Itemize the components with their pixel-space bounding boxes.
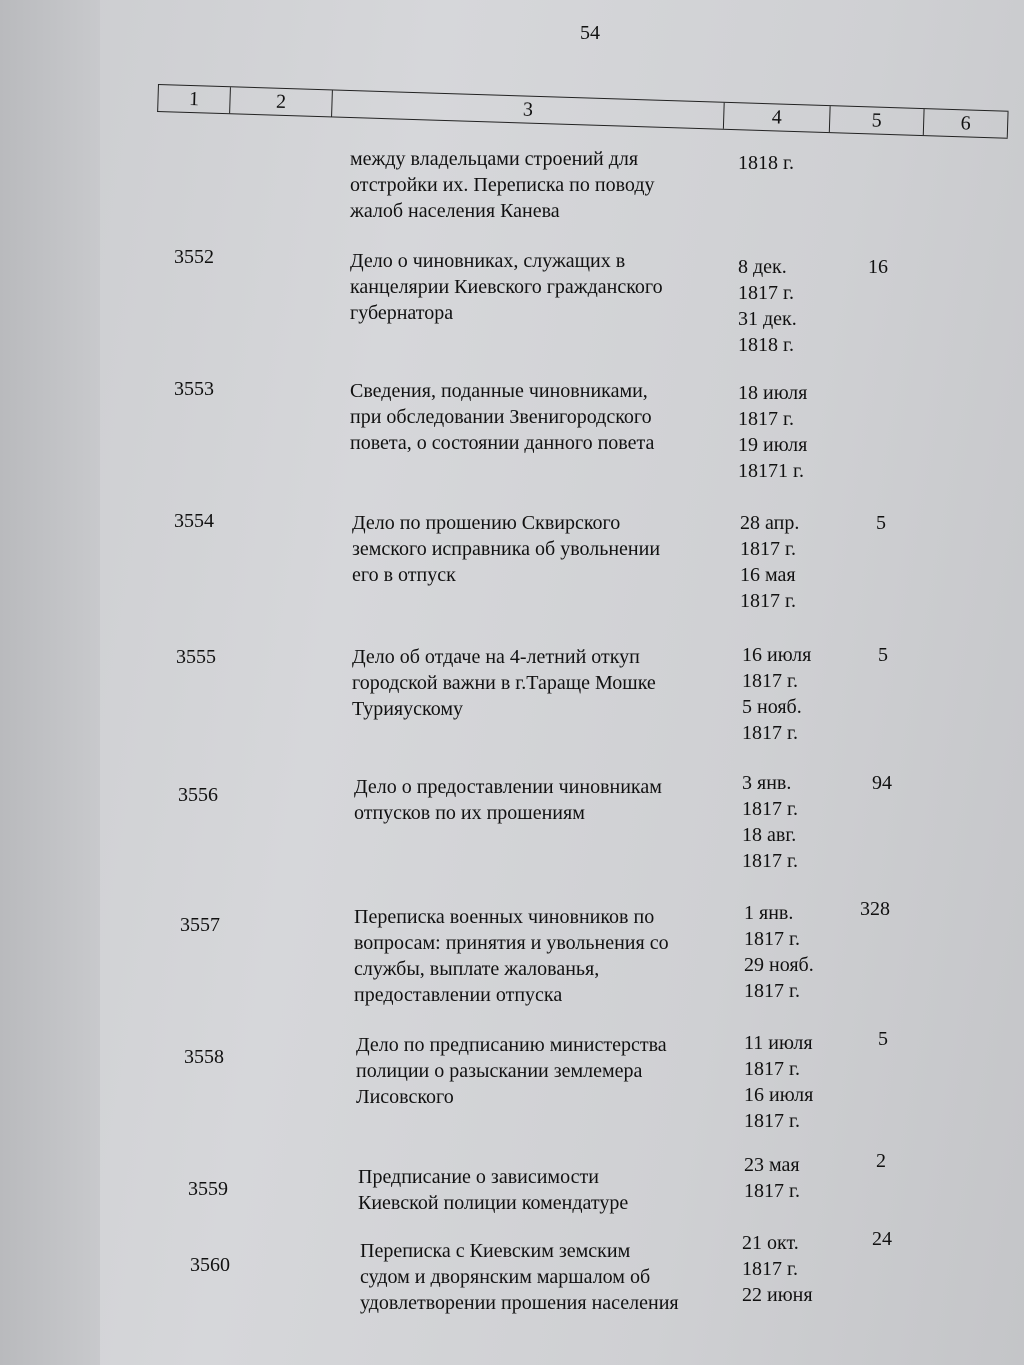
entry-description: Дело о предоставлении чиновникам отпусков по их прошениям	[354, 776, 662, 824]
entry-sheets: 2	[876, 1150, 886, 1172]
entry-sheets: 24	[872, 1228, 892, 1250]
header-col-4: 4	[724, 103, 831, 132]
entry-sheets: 328	[860, 898, 890, 920]
entry-dates: 3 янв. 1817 г. 18 авг. 1817 г.	[742, 772, 798, 872]
entry-description: Дело по предписанию министерства полиции о разыскании землемера Лисовского	[356, 1034, 667, 1108]
entry-number: 3557	[180, 914, 220, 936]
entry-dates: 8 дек. 1817 г. 31 дек. 1818 г.	[738, 256, 797, 356]
header-col-5: 5	[830, 106, 925, 135]
entry-number: 3554	[174, 510, 214, 532]
entry-description: Дело об отдаче на 4-летний откуп городской важни в г.Таращe Мошке Турияyскому	[352, 646, 656, 720]
entry-sheets: 5	[878, 1028, 888, 1050]
header-col-1: 1	[158, 85, 231, 113]
entry-sheets: 5	[878, 644, 888, 666]
entry-number: 3553	[174, 378, 214, 400]
entry-dates: 21 окт. 1817 г. 22 июня	[742, 1232, 813, 1306]
entry-sheets: 16	[868, 256, 888, 278]
entry-dates: 18 июля 1817 г. 19 июля 18171 г.	[738, 382, 808, 482]
header-col-2: 2	[230, 87, 333, 116]
header-col-3: 3	[332, 90, 725, 128]
entry-description: между владельцами строений для отстройки их. Переписка по поводу жалоб населения Канева	[350, 148, 655, 222]
entry-dates: 23 мая 1817 г.	[744, 1154, 800, 1202]
entry-description: Переписка военных чиновников по вопросам: принятия и увольнения со службы, выплате жалованья, предоставлении отпуска	[354, 906, 669, 1006]
entry-dates: 1 янв. 1817 г. 29 нояб. 1817 г.	[744, 902, 814, 1002]
page-number: 54	[580, 22, 600, 44]
entry-description: Дело по прошению Сквирского земского исправника об увольнении его в отпуск	[352, 512, 661, 586]
entry-dates: 16 июля 1817 г. 5 нояб. 1817 г.	[742, 644, 812, 744]
entry-number: 3558	[184, 1046, 224, 1068]
entry-description: Предписание о зависимости Киевской полиции комендатуре	[358, 1166, 629, 1214]
entry-sheets: 5	[876, 512, 886, 534]
table-header	[157, 84, 1008, 139]
header-col-6: 6	[924, 109, 1009, 138]
entry-description: Сведения, поданные чиновниками, при обследовании Звенигородского повета, о состоянии данного повета	[350, 380, 655, 454]
entry-number: 3556	[178, 784, 218, 806]
entry-dates: 28 апр. 1817 г. 16 мая 1817 г.	[740, 512, 800, 612]
entry-description: Переписка с Киевским земским судом и дворянским маршалом об удовлетворении прошения населения	[360, 1240, 679, 1314]
book-gutter	[0, 0, 100, 1365]
entry-dates: 11 июля 1817 г. 16 июля 1817 г.	[744, 1032, 814, 1132]
entry-sheets: 94	[872, 772, 892, 794]
entry-number: 3560	[190, 1254, 230, 1276]
entry-dates: 1818 г.	[738, 152, 794, 174]
entry-number: 3552	[174, 246, 214, 268]
entry-number: 3555	[176, 646, 216, 668]
entry-number: 3559	[188, 1178, 228, 1200]
entry-description: Дело о чиновниках, служащих в канцелярии Киевского гражданского губернатора	[350, 250, 663, 324]
